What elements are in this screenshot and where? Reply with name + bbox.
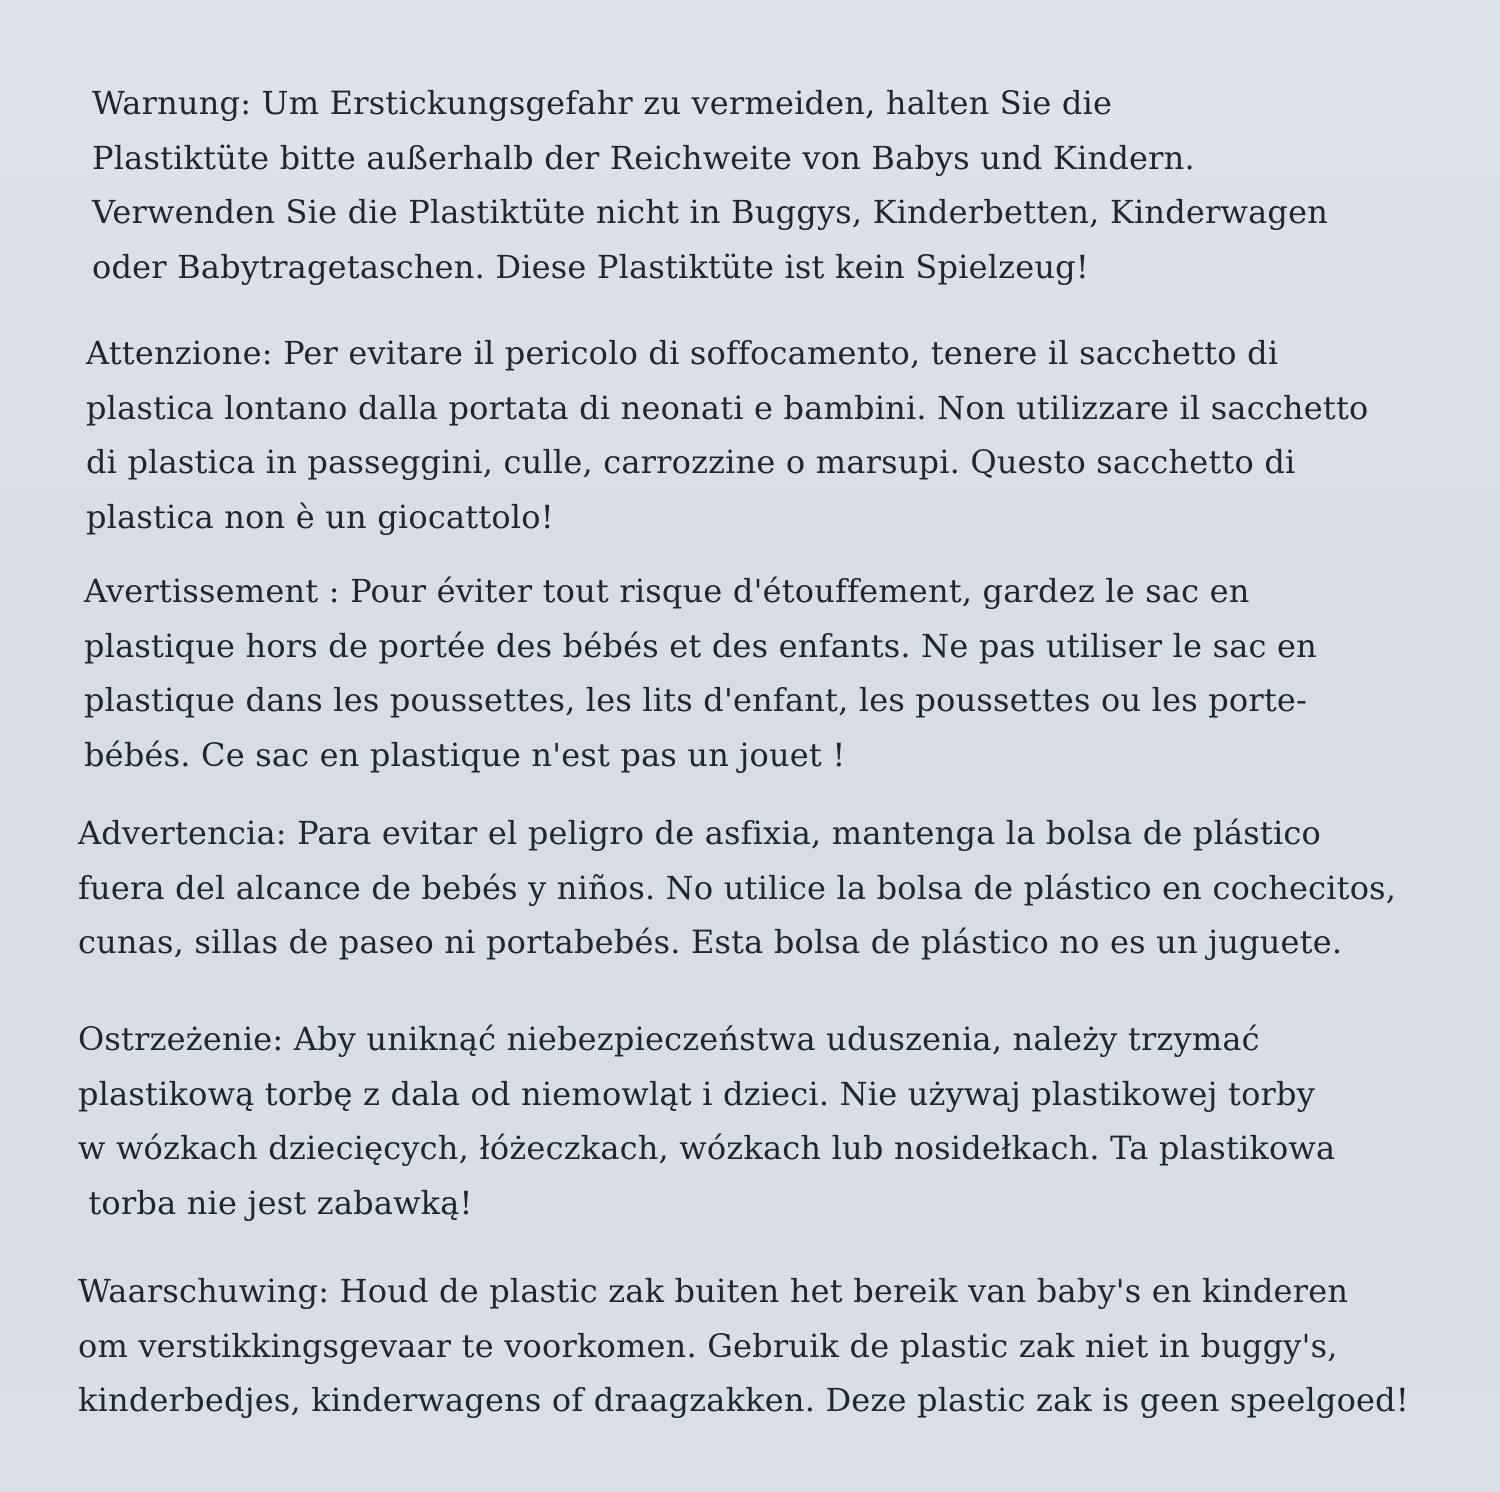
warning-line: om verstikkingsgevaar te voorkomen. Gebruik de plastic zak niet in buggy's,	[78, 1326, 1338, 1365]
warning-line: Avertissement : Pour éviter tout risque d'étouffement, gardez le sac en	[84, 572, 1250, 610]
warning-paragraph-spanish	[78, 806, 1396, 970]
warning-paragraph-polish	[78, 1012, 1335, 1230]
warning-line: plastique dans les poussettes, les lits d'enfant, les poussettes ou les porte-	[84, 681, 1308, 719]
warning-line: Advertencia: Para evitar el peligro de asfixia, mantenga la bolsa de plástico	[78, 814, 1322, 852]
warning-line: Verwenden Sie die Plastiktüte nicht in Buggys, Kinderbetten, Kinderwagen	[92, 193, 1329, 231]
warning-line: Plastiktüte bitte außerhalb der Reichweite von Babys und Kindern.	[92, 138, 1195, 177]
warning-line: Attenzione: Per evitare il pericolo di soffocamento, tenere il sacchetto di	[86, 334, 1279, 372]
warning-paragraph-german	[92, 76, 1328, 294]
warning-line: Waarschuwing: Houd de plastic zak buiten het bereik van baby's en kinderen	[78, 1272, 1349, 1310]
warning-line: plastikową torbę z dala od niemowląt i dzieci. Nie używaj plastikowej torby	[78, 1074, 1315, 1113]
warning-line: Ostrzeżenie: Aby uniknąć niebezpieczeństwa uduszenia, należy trzymać	[78, 1020, 1260, 1058]
warning-line: di plastica in passeggini, culle, carrozzine o marsupi. Questo sacchetto di	[86, 443, 1296, 481]
warning-line: kinderbedjes, kinderwagens of draagzakken. Deze plastic zak is geen speelgoed!	[78, 1381, 1409, 1419]
warning-paragraph-dutch	[78, 1264, 1409, 1428]
warning-line: torba nie jest zabawką!	[78, 1183, 473, 1222]
warning-line: plastica lontano dalla portata di neonati e bambini. Non utilizzare il sacchetto	[86, 388, 1369, 427]
warning-line: plastica non è un giocattolo!	[86, 497, 554, 536]
warning-paragraph-french	[84, 564, 1317, 782]
warning-line: fuera del alcance de bebés y niños. No utilice la bolsa de plástico en cochecitos,	[78, 868, 1397, 907]
warning-line: bébés. Ce sac en plastique n'est pas un jouet !	[84, 735, 846, 774]
warning-line: plastique hors de portée des bébés et des enfants. Ne pas utiliser le sac en	[84, 626, 1317, 665]
warning-line: oder Babytragetaschen. Diese Plastiktüte ist kein Spielzeug!	[92, 247, 1089, 286]
warning-line: cunas, sillas de paseo ni portabebés. Esta bolsa de plástico no es un juguete.	[78, 923, 1343, 961]
warning-line: w wózkach dziecięcych, łóżeczkach, wózkach lub nosidełkach. Ta plastikowa	[78, 1129, 1336, 1167]
warning-line: Warnung: Um Erstickungsgefahr zu vermeiden, halten Sie die	[92, 84, 1113, 122]
warning-paragraph-italian	[86, 326, 1368, 544]
